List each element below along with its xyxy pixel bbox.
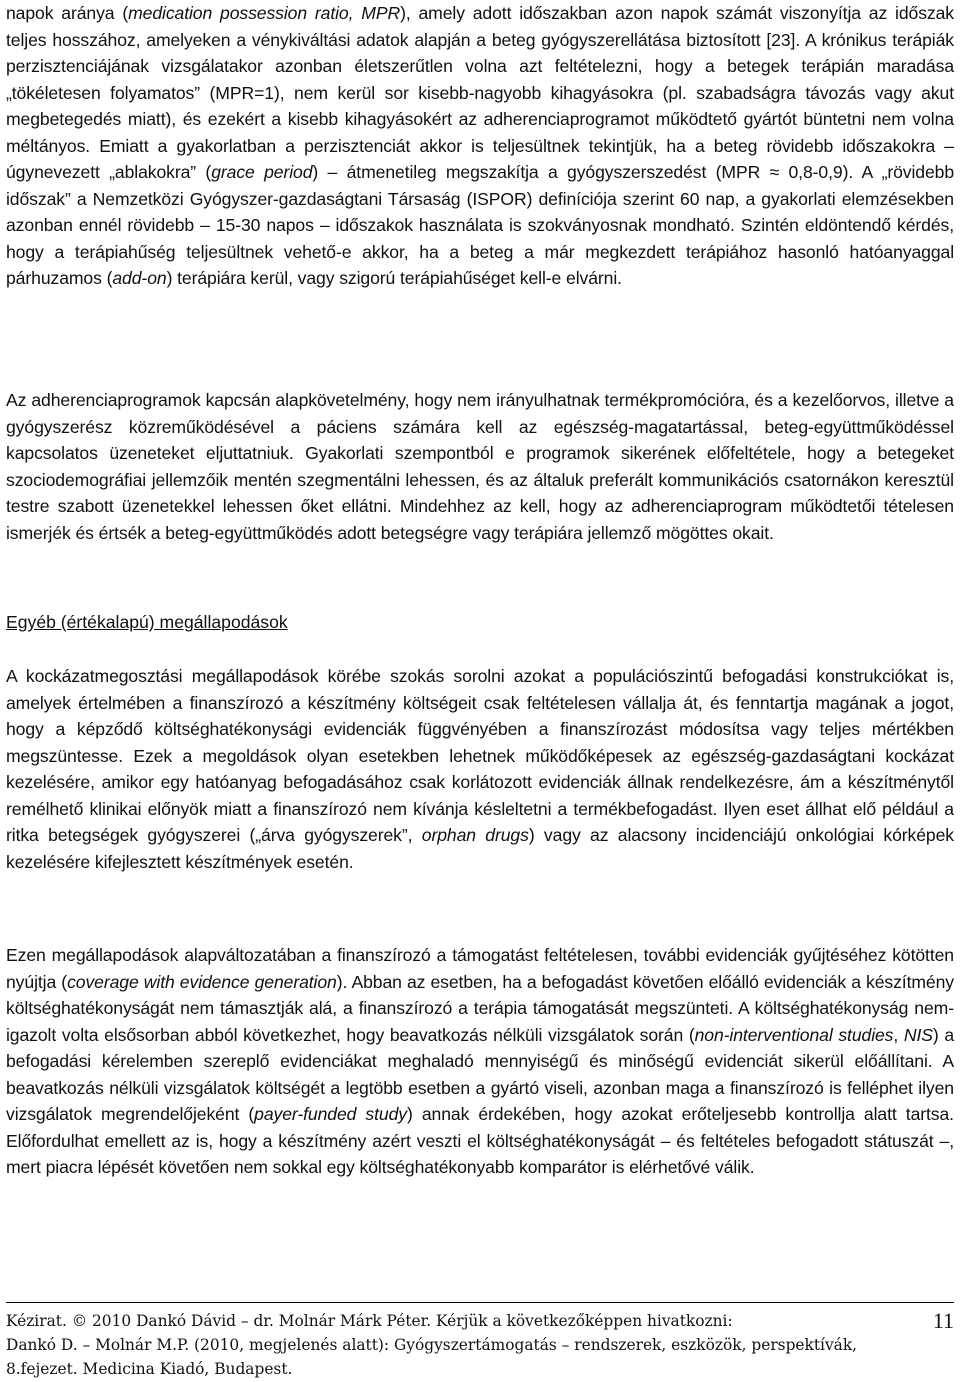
text-run: A kockázatmegosztási megállapodások körébe szokás sorolni azokat a populációszintű befogadási konstrukciókat is, amelyek értelmében a finanszírozó a készítmény költségeit csak feltételesen vállalja át, és fenntartja magának a jogot, hogy a képződő költséghatékonysági evidenciák függvényében a finanszírozást módosítsa vagy teljes mértékben megszüntesse. Ezek a megoldások olyan esetekben lehetnek működőképesek az egészség-gazdaságtani kockázat kezelésére, amikor egy hatóanyag befogadásához csak korlátozott evidenciák állnak rendelkezésre, ám a készítménytől remélhető klinikai előnyök miatt a finanszírozó nem kívánja késleltetni a termékbefogadást. Ilyen eset állhat elő például a ritka betegségek gyógyszerei („árva gyógyszerek”, [6, 666, 954, 845]
italic-term: non-interventional studies [694, 1024, 894, 1045]
italic-term: medication possession ratio, MPR [128, 3, 401, 23]
italic-term: grace period [211, 162, 313, 182]
italic-term: coverage with evidence generation [67, 971, 337, 992]
text-run: Ezen megállapodások alapváltozatában a finanszírozó a támogatást feltételesen, további evidenciák gyűjtéséhez kötötten nyújtja ( [6, 945, 954, 992]
page-number: 11 [932, 1308, 954, 1333]
footer-citation-line-1: Kézirat. © 2010 Dankó Dávid – dr. Molnár Márk Péter. Kérjük a következőképpen hivatkozni: [6, 1312, 733, 1330]
italic-term: payer-funded study [254, 1104, 407, 1124]
page-footer [6, 1309, 954, 1381]
section-heading: Egyéb (értékalapú) megállapodások [6, 612, 288, 632]
paragraph [6, 387, 954, 546]
paragraph [6, 0, 954, 292]
text-run: ) a befogadási kérelemben szereplő evidenciákat meghaladó mennyiségű és minőségű evidenciát sikerül előállítani. A beavatkozás nélküli vizsgálatok költségét a legtöbb esetben a gyártó viseli, azonban maga a finanszírozó is felléphet ilyen vizsgálatok megrendelőjeként ( [6, 1024, 955, 1124]
text-run: Az adherenciaprogramok kapcsán alapkövetelmény, hogy nem irányulhatnak termékpromócióra, és a kezelőorvos, illetve a gyógyszerész közreműködésével a páciens számára kell az egészség-magatartással, beteg-együttműködéssel kapcsolatos üzeneteket eljuttatniuk. Gyakorlati szempontból e programok sikerének előfeltétele, hogy a betegeket szociodemográfiai jellemzőik mentén szegmentálni lehessen, és az általuk preferált kommunikációs csatornákon keresztül testre szabott üzenetekkel lehessen őket ellátni. Mindehhez az kell, hogy az adherenciaprogram működtetői tételesen ismerjék és értsék a beteg-együttműködés adott betegségre vagy terápiára jellemző mögöttes okait. [6, 390, 954, 543]
footer-citation-line-2: Dankó D. – Molnár M.P. (2010, megjelenés alatt): Gyógyszertámogatás – rendszerek, eszközök, perspektívák, [6, 1336, 858, 1354]
paragraph [6, 942, 954, 1181]
text-run: ), amely adott időszakban azon napok számát viszonyítja az időszak teljes hosszához, amelyeken a vénykiváltási adatok alapján a beteg gyógyszerellátása biztosított [23]. A krónikus terápiák perzisztenciájának vizsgálatakor azonban életszerűtlen volna azt feltételezni, hogy a betegek terápián maradása „tökéletesen folyamatos” (MPR=1), nem kerül sor kisebb-nagyobb kihagyásokra (pl. szabadságra távozás vagy akut megbetegedés miatt), és ezekért a kisebb kihagyásokért az adherenciaprogramot működtető gyártót büntetni nem volna méltányos. Emiatt a gyakorlatban a perzisztenciát akkor is teljesültnek tekintjük, ha a beteg rövidebb időszakokra – úgynevezett „ablakokra” ( [6, 3, 954, 182]
text-run: , [893, 1024, 904, 1045]
text-run: ) annak érdekében, hogy azokat erőteljesebb kontrollja alatt tartsa. Előfordulhat emellett az is, hogy a készítmény azért veszti el költséghatékonyságát – és feltételes befogadott státuszát –, mert piacra lépését követően nem sokkal egy költséghatékonyabb komparátor is elérhetővé válik. [6, 1104, 954, 1177]
italic-term: NIS [903, 1024, 933, 1045]
footer-divider [6, 1302, 954, 1303]
footer-citation-line-3: 8.fejezet. Medicina Kiadó, Budapest. [6, 1360, 293, 1378]
paragraph [6, 663, 954, 875]
text-run: napok aránya ( [6, 3, 129, 23]
text-run: ). Abban az esetben, ha a befogadást követően előálló evidenciák a készítmény költséghatékonyságát nem támasztják alá, a finanszírozó a terápia támogatását megszünteti. A költséghatékonyság nem-igazolt volta elsősorban abból következhet, hogy beavatkozás nélküli vizsgálatok során ( [6, 971, 954, 1045]
text-run: ) terápiára kerül, vagy szigorú terápiahűséget kell-e elvárni. [166, 268, 622, 288]
text-run: ) – átmenetileg megszakítja a gyógyszerszedést (MPR ≈ 0,8-0,9). A „rövidebb időszak” a Nemzetközi Gyógyszer-gazdaságtani Társaság (ISPOR) definíciója szerint 60 nap, a gyakorlati elemzésekben azonban ennél rövidebb – 15-30 napos – időszakok használata is szokványosnak mondható. Szintén eldöntendő kérdés, hogy a terápiahűség teljesültnek vehető-e akkor, ha a beteg a már megkezdett terápiához hasonló hatóanyaggal párhuzamos ( [6, 162, 955, 288]
italic-term: add-on [112, 268, 167, 288]
text-run: ) vagy az alacsony incidenciájú onkológiai kórképek kezelésére kifejlesztett készítmények esetén. [6, 825, 954, 872]
italic-term: orphan drugs [421, 825, 529, 845]
